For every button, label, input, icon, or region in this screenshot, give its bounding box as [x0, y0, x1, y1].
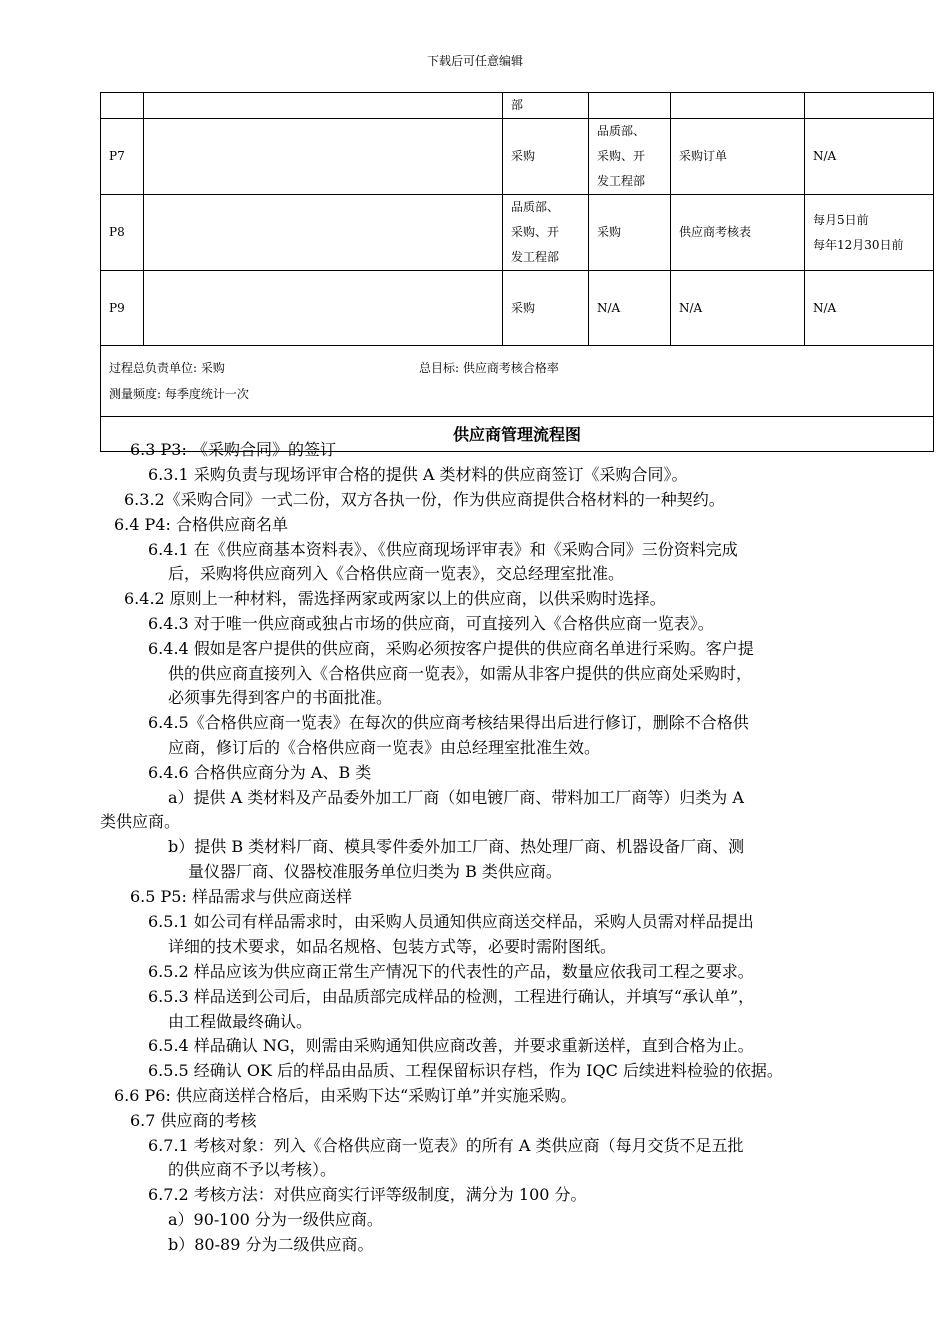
body-line: 详细的技术要求，如品名规格、包装方式等，必要时需附图纸。: [168, 937, 617, 956]
cell-line: 品质部、: [597, 124, 646, 138]
cell-c6: [805, 93, 934, 119]
process-code: [101, 93, 144, 119]
process-description: [144, 119, 503, 195]
body-line: 供的供应商直接列入《合格供应商一览表》，如需从非客户提供的供应商处采购时，: [168, 664, 753, 683]
cell-line: 采购: [597, 225, 622, 239]
body-line: a）90-100 分为一级供应商。: [168, 1210, 383, 1229]
cell-line: 采购: [511, 149, 536, 163]
process-description: [144, 93, 503, 119]
process-code: P8: [101, 195, 144, 271]
body-line: 6.5 P5: 样品需求与供应商送样: [130, 887, 352, 906]
body-line: 的供应商不予以考核）。: [168, 1160, 337, 1179]
body-line: 6.3.2《采购合同》一式二份，双方各执一份，作为供应商提供合格材料的一种契约。: [124, 490, 725, 509]
table-row: [101, 119, 934, 195]
table-row: [101, 195, 934, 271]
cell-line: 部: [511, 98, 524, 112]
cell-c5: [671, 119, 805, 195]
cell-line: 品质部、: [511, 200, 560, 214]
cell-line: N/A: [813, 149, 837, 163]
process-code: P7: [101, 119, 144, 195]
cell-c5: [671, 271, 805, 346]
body-line: 6.4.6 合格供应商分为 A、B 类: [148, 763, 372, 782]
cell-line: 每月5日前: [813, 212, 869, 227]
body-line: 后，采购将供应商列入《合格供应商一览表》，交总经理室批准。: [168, 564, 625, 583]
body-line: 6.5.4 样品确认 NG，则需由采购通知供应商改善，并要求重新送样，直到合格为止。: [148, 1036, 754, 1055]
cell-c3: [503, 271, 589, 346]
body-line: 6.7.1 考核对象：列入《合格供应商一览表》的所有 A 类供应商（每月交货不足五批: [148, 1136, 744, 1155]
body-line: 6.5.5 经确认 OK 后的样品由品质、工程保留标识存档，作为 IQC 后续进料检验的依据。: [148, 1061, 783, 1080]
body-line: 6.5.3 样品送到公司后，由品质部完成样品的检测，工程进行确认，并填写“承认单”，: [148, 987, 755, 1006]
body-line: 6.5.2 样品应该为供应商正常生产情况下的代表性的产品，数量应依我司工程之要求。: [148, 962, 754, 981]
process-code: P9: [101, 271, 144, 346]
cell-line: 供应商考核表: [679, 225, 752, 239]
body-line: 6.7.2 考核方法：对供应商实行评等级制度，满分为 100 分。: [148, 1185, 587, 1204]
body-line: 必须事先得到客户的书面批准。: [168, 688, 393, 707]
cell-c3: [503, 93, 589, 119]
body-line: 6.4.5《合格供应商一览表》在每次的供应商考核结果得出后进行修订，删除不合格供: [148, 713, 749, 732]
body-line: 6.4.4 假如是客户提供的供应商，采购必须按客户提供的供应商名单进行采购。客户提: [148, 639, 754, 658]
cell-c3: [503, 119, 589, 195]
cell-line: 采购、开: [511, 225, 560, 239]
cell-c5: [671, 93, 805, 119]
process-description: [144, 195, 503, 271]
cell-line: N/A: [597, 300, 621, 315]
cell-line: 每年12月30日前: [813, 237, 904, 252]
cell-line: N/A: [679, 300, 703, 315]
body-line: 量仪器厂商、仪器校准服务单位归类为 B 类供应商。: [188, 862, 562, 881]
body-line: 6.3.1 采购负责与现场评审合格的提供 A 类材料的供应商签订《采购合同》。: [148, 465, 688, 484]
flow-chart-title: 供应商管理流程图: [101, 417, 934, 452]
cell-c6: [805, 195, 934, 271]
cell-c4: [589, 119, 671, 195]
process-table: [100, 92, 934, 452]
body-line: 由工程做最终确认。: [168, 1012, 313, 1031]
summary-row: [101, 346, 934, 417]
body-line: 6.4.2 原则上一种材料，需选择两家或两家以上的供应商，以供采购时选择。: [124, 589, 666, 608]
overall-target: 总目标: 供应商考核合格率: [419, 361, 559, 375]
body-line: a）提供 A 类材料及产品委外加工厂商（如电镀厂商、带料加工厂商等）归类为 A: [168, 788, 744, 807]
cell-c4: [589, 271, 671, 346]
body-line: 6.4.3 对于唯一供应商或独占市场的供应商，可直接列入《合格供应商一览表》。: [148, 614, 714, 633]
body-line: 应商，修订后的《合格供应商一览表》由总经理室批准生效。: [168, 738, 601, 757]
cell-c5: [671, 195, 805, 271]
header-note: 下载后可任意编辑: [426, 54, 523, 68]
body-line: b）80-89 分为二级供应商。: [168, 1235, 374, 1254]
cell-line: 采购订单: [679, 149, 728, 163]
body-line: 6.3 P3: 《采购合同》的签订: [130, 440, 336, 459]
cell-line: 采购: [511, 300, 536, 315]
measurement-frequency: 测量频度: 每季度统计一次: [109, 387, 249, 401]
body-line: 6.7 供应商的考核: [130, 1111, 257, 1130]
process-description: [144, 271, 503, 346]
table-row: [101, 271, 934, 346]
table-row: [101, 93, 934, 119]
cell-line: 发工程部: [511, 250, 560, 264]
cell-line: N/A: [813, 300, 837, 315]
body-line: 6.4.1 在《供应商基本资料表》、《供应商现场评审表》和《采购合同》三份资料完成: [148, 540, 738, 559]
cell-c4: [589, 93, 671, 119]
body-line: 类供应商。: [100, 812, 181, 831]
cell-c4: [589, 195, 671, 271]
body-line: 6.6 P6: 供应商送样合格后，由采购下达“采购订单”并实施采购。: [114, 1086, 577, 1105]
body-line: 6.4 P4: 合格供应商名单: [114, 515, 288, 534]
body-line: b）提供 B 类材料厂商、模具零件委外加工厂商、热处理厂商、机器设备厂商、测: [168, 837, 745, 856]
cell-line: 发工程部: [597, 174, 646, 188]
cell-line: 采购、开: [597, 149, 646, 163]
cell-c3: [503, 195, 589, 271]
process-owner: 过程总负责单位: 采购: [109, 361, 225, 375]
cell-c6: [805, 271, 934, 346]
cell-c6: [805, 119, 934, 195]
body-line: 6.5.1 如公司有样品需求时，由采购人员通知供应商送交样品，采购人员需对样品提出: [148, 912, 754, 931]
